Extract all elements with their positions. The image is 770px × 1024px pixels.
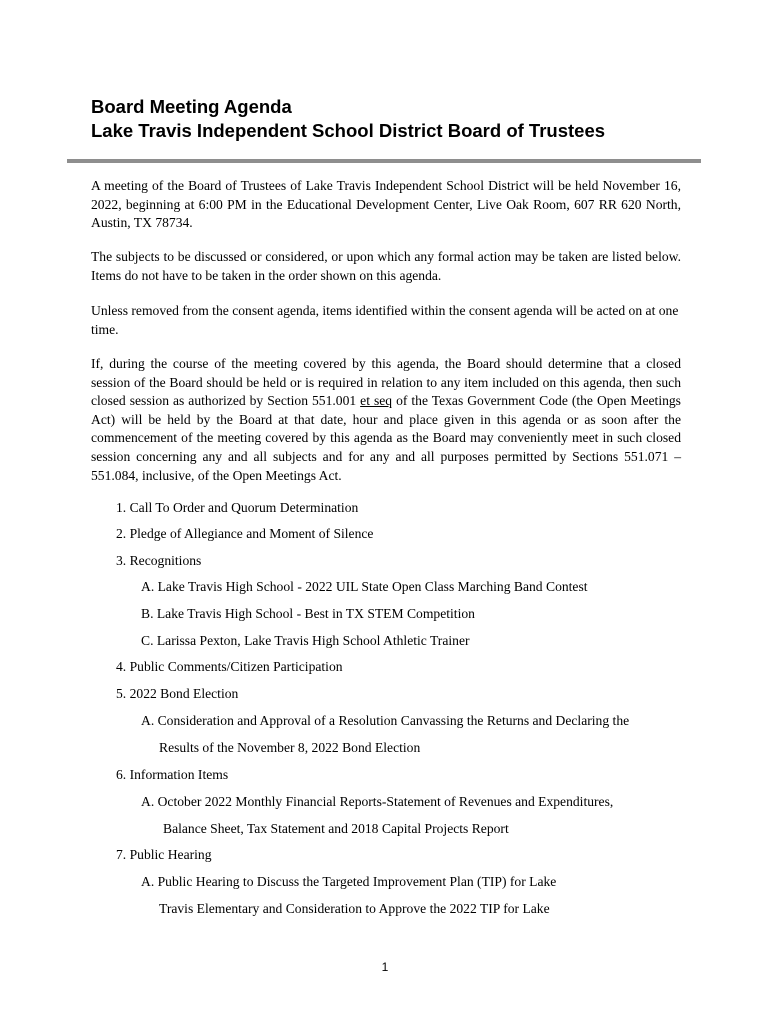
page-number: 1 xyxy=(381,960,389,974)
agenda-item-7a: A. Public Hearing to Discuss the Targeted Improvement Plan (TIP) for Lake xyxy=(141,874,557,889)
agenda-item-5a: A. Consideration and Approval of a Resolution Canvassing the Returns and Declaring the xyxy=(141,713,630,728)
closed-session-text-a: If, during the course of the meeting covered by this agenda, the Board should determine that a closed session of the Board should be held or is required in relation to any item included on this agenda, then such closed session as authorized by Section 551.001 xyxy=(91,356,681,409)
agenda-item-3: 3. Recognitions xyxy=(116,553,202,568)
agenda-item-2: 2. Pledge of Allegiance and Moment of Silence xyxy=(116,526,374,541)
agenda-item-3b: B. Lake Travis High School - Best in TX STEM Competition xyxy=(141,606,475,621)
intro-paragraph-consent: Unless removed from the consent agenda, items identified within the consent agenda will be acted on at one time. xyxy=(91,303,679,337)
intro-paragraph-meeting: A meeting of the Board of Trustees of Lake Travis Independent School District will be held November 16, 2022, beginning at 6:00 PM in the Educational Development Center, Live Oak Room, 607 RR 620 North, Austin, TX 78734. xyxy=(91,178,681,231)
agenda-item-5a-continued: Results of the November 8, 2022 Bond Election xyxy=(159,740,421,755)
closed-session-text-b: of the Texas Government Code (the Open Meetings Act) will be held by the Board at that date, hour and place given in this agenda or as soon after the commencement of the meeting covered by this agenda as the Board may conveniently meet in such closed session concerning any and all subjects and for any and all purposes permitted by Sections 551.071 – 551.084, inclusive, of the Open Meetings Act. xyxy=(91,393,681,483)
et-seq-text: et seq xyxy=(360,393,393,409)
agenda-item-7a-continued: Travis Elementary and Consideration to Approve the 2022 TIP for Lake xyxy=(159,901,550,916)
title-line-1: Board Meeting Agenda xyxy=(91,96,292,117)
agenda-item-1: 1. Call To Order and Quorum Determination xyxy=(116,500,359,515)
agenda-item-3c: C. Larissa Pexton, Lake Travis High School Athletic Trainer xyxy=(141,633,470,648)
agenda-item-5: 5. 2022 Bond Election xyxy=(116,686,239,701)
agenda-item-6: 6. Information Items xyxy=(116,767,229,782)
title-line-2: Lake Travis Independent School District Board of Trustees xyxy=(91,120,606,141)
agenda-item-4: 4. Public Comments/Citizen Participation xyxy=(116,659,343,674)
intro-paragraph-subjects: The subjects to be discussed or considered, or upon which any formal action may be taken are listed below. Items do not have to be taken in the order shown on this agenda. xyxy=(91,249,681,283)
agenda-item-3a: A. Lake Travis High School - 2022 UIL State Open Class Marching Band Contest xyxy=(141,579,588,594)
agenda-item-6a: A. October 2022 Monthly Financial Reports-Statement of Revenues and Expenditures, xyxy=(141,794,614,809)
agenda-item-7: 7. Public Hearing xyxy=(116,847,212,862)
agenda-item-6a-continued: Balance Sheet, Tax Statement and 2018 Capital Projects Report xyxy=(163,821,509,836)
